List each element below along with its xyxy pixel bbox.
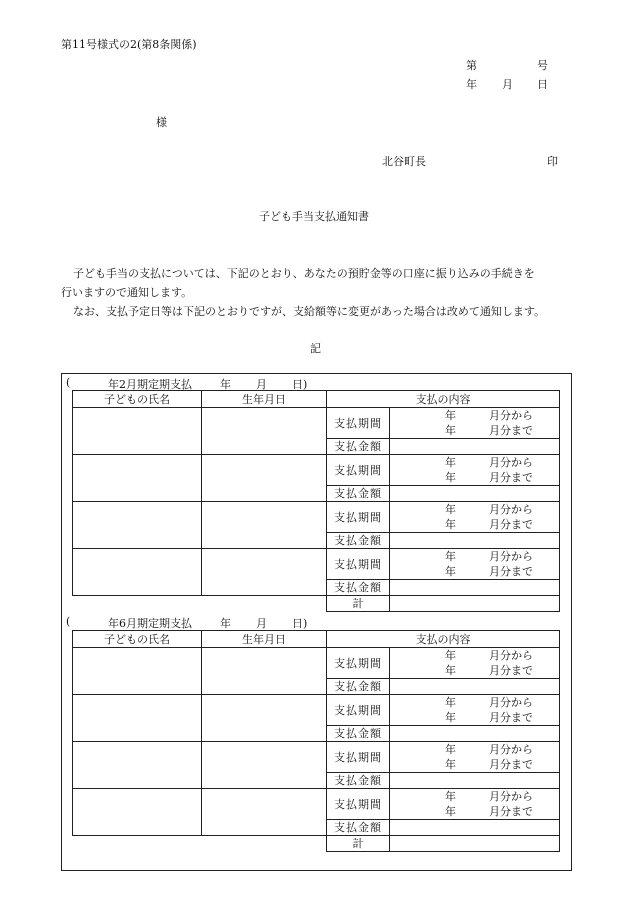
amount-label: 支払金額 xyxy=(327,580,390,596)
from-month: 月分から xyxy=(489,696,533,709)
birth-date-cell[interactable] xyxy=(202,408,327,455)
period-cell[interactable] xyxy=(390,695,560,726)
to-year: 年 xyxy=(445,758,456,771)
period-cell[interactable] xyxy=(390,549,560,580)
period-cell[interactable] xyxy=(390,789,560,820)
period-label: 支払期間 xyxy=(327,695,390,726)
amount-label: 支払金額 xyxy=(327,439,390,455)
total-row xyxy=(73,596,560,612)
period-label: 支払期間 xyxy=(327,455,390,486)
child-name-cell[interactable] xyxy=(73,502,202,549)
period-label: 支払期間 xyxy=(327,502,390,533)
birth-date-cell[interactable] xyxy=(202,502,327,549)
amount-label: 支払金額 xyxy=(327,726,390,742)
table-header-row xyxy=(73,631,560,648)
total-label: 計 xyxy=(327,836,390,852)
date-day: 日 xyxy=(537,78,548,91)
amount-label: 支払金額 xyxy=(327,533,390,549)
amount-cell[interactable] xyxy=(390,580,560,596)
from-month: 月分から xyxy=(489,649,533,662)
header-birth-date: 生年月日 xyxy=(202,391,327,408)
section-2-table xyxy=(72,630,560,852)
birth-date-cell[interactable] xyxy=(202,549,327,596)
from-year: 年 xyxy=(445,649,456,662)
amount-cell[interactable] xyxy=(390,486,560,502)
section-2-month: 月 xyxy=(256,617,267,630)
section-1-year: 年 xyxy=(220,378,231,391)
period-label: 支払期間 xyxy=(327,789,390,820)
section-1-table xyxy=(72,390,560,612)
child-name-cell[interactable] xyxy=(73,695,202,742)
from-month: 月分から xyxy=(489,743,533,756)
from-year: 年 xyxy=(445,790,456,803)
child-name-cell[interactable] xyxy=(73,408,202,455)
section-1-open-paren: ( xyxy=(66,376,71,389)
from-month: 月分から xyxy=(489,790,533,803)
addressee-sama: 様 xyxy=(156,116,167,129)
birth-date-cell[interactable] xyxy=(202,648,327,695)
to-year: 年 xyxy=(445,471,456,484)
to-month: 月分まで xyxy=(489,518,533,531)
document-title: 子ども手当支払通知書 xyxy=(259,210,369,223)
body-line-3: なお、支払予定日等は下記のとおりですが、支給額等に変更があった場合は改めて通知します。 xyxy=(73,305,546,318)
amount-cell[interactable] xyxy=(390,773,560,789)
table-row xyxy=(73,455,560,486)
section-1-heading: 年2月期定期支払 xyxy=(108,378,192,391)
section-1-day: 日) xyxy=(292,378,308,391)
header-payment-content: 支払の内容 xyxy=(327,631,560,648)
to-year: 年 xyxy=(445,805,456,818)
body-line-1: 子ども手当の支払については、下記のとおり、あなたの預貯金等の口座に振り込みの手続きを xyxy=(73,267,535,280)
form-number: 第11号様式の2(第8条関係) xyxy=(61,38,197,51)
total-amount-cell[interactable] xyxy=(390,596,560,612)
child-name-cell[interactable] xyxy=(73,455,202,502)
amount-cell[interactable] xyxy=(390,439,560,455)
period-cell[interactable] xyxy=(390,408,560,439)
to-year: 年 xyxy=(445,565,456,578)
date-month: 月 xyxy=(502,78,513,91)
birth-date-cell[interactable] xyxy=(202,455,327,502)
birth-date-cell[interactable] xyxy=(202,789,327,836)
amount-cell[interactable] xyxy=(390,726,560,742)
to-month: 月分まで xyxy=(489,805,533,818)
to-year: 年 xyxy=(445,518,456,531)
period-label: 支払期間 xyxy=(327,549,390,580)
from-month: 月分から xyxy=(489,550,533,563)
header-child-name: 子どもの氏名 xyxy=(73,631,202,648)
period-label: 支払期間 xyxy=(327,648,390,679)
to-month: 月分まで xyxy=(489,758,533,771)
to-year: 年 xyxy=(445,664,456,677)
period-cell[interactable] xyxy=(390,742,560,773)
amount-label: 支払金額 xyxy=(327,486,390,502)
child-name-cell[interactable] xyxy=(73,549,202,596)
from-year: 年 xyxy=(445,503,456,516)
child-name-cell[interactable] xyxy=(73,789,202,836)
table-row xyxy=(73,408,560,439)
section-2-year: 年 xyxy=(220,617,231,630)
date-year: 年 xyxy=(466,78,477,91)
from-year: 年 xyxy=(445,743,456,756)
to-year: 年 xyxy=(445,711,456,724)
to-month: 月分まで xyxy=(489,424,533,437)
period-cell[interactable] xyxy=(390,648,560,679)
child-name-cell[interactable] xyxy=(73,648,202,695)
from-month: 月分から xyxy=(489,503,533,516)
header-child-name: 子どもの氏名 xyxy=(73,391,202,408)
to-month: 月分まで xyxy=(489,565,533,578)
header-payment-content: 支払の内容 xyxy=(327,391,560,408)
from-year: 年 xyxy=(445,409,456,422)
table-row xyxy=(73,695,560,726)
birth-date-cell[interactable] xyxy=(202,695,327,742)
from-month: 月分から xyxy=(489,456,533,469)
seal-mark: 印 xyxy=(547,155,558,168)
amount-cell[interactable] xyxy=(390,820,560,836)
to-month: 月分まで xyxy=(489,711,533,724)
amount-cell[interactable] xyxy=(390,679,560,695)
doc-no-dai: 第 xyxy=(466,59,477,72)
total-row xyxy=(73,836,560,852)
from-year: 年 xyxy=(445,456,456,469)
table-row xyxy=(73,648,560,679)
from-month: 月分から xyxy=(489,409,533,422)
amount-label: 支払金額 xyxy=(327,679,390,695)
from-year: 年 xyxy=(445,696,456,709)
from-year: 年 xyxy=(445,550,456,563)
section-1-month: 月 xyxy=(256,378,267,391)
amount-label: 支払金額 xyxy=(327,773,390,789)
table-row xyxy=(73,549,560,580)
to-year: 年 xyxy=(445,424,456,437)
issuer-name: 北谷町長 xyxy=(382,155,426,168)
total-amount-cell[interactable] xyxy=(390,836,560,852)
period-label: 支払期間 xyxy=(327,408,390,439)
table-header-row xyxy=(73,391,560,408)
header-birth-date: 生年月日 xyxy=(202,631,327,648)
table-row xyxy=(73,789,560,820)
table-row xyxy=(73,502,560,533)
body-line-2: 行いますので通知します。 xyxy=(61,286,193,299)
amount-label: 支払金額 xyxy=(327,820,390,836)
doc-no-gou: 号 xyxy=(537,59,548,72)
total-label: 計 xyxy=(327,596,390,612)
period-label: 支払期間 xyxy=(327,742,390,773)
to-month: 月分まで xyxy=(489,664,533,677)
period-cell[interactable] xyxy=(390,502,560,533)
table-row xyxy=(73,742,560,773)
child-name-cell[interactable] xyxy=(73,742,202,789)
section-2-day: 日) xyxy=(292,617,308,630)
period-cell[interactable] xyxy=(390,455,560,486)
to-month: 月分まで xyxy=(489,471,533,484)
amount-cell[interactable] xyxy=(390,533,560,549)
ki-label: 記 xyxy=(310,342,321,355)
birth-date-cell[interactable] xyxy=(202,742,327,789)
section-2-heading: 年6月期定期支払 xyxy=(108,617,192,630)
section-2-open-paren: ( xyxy=(66,615,71,628)
